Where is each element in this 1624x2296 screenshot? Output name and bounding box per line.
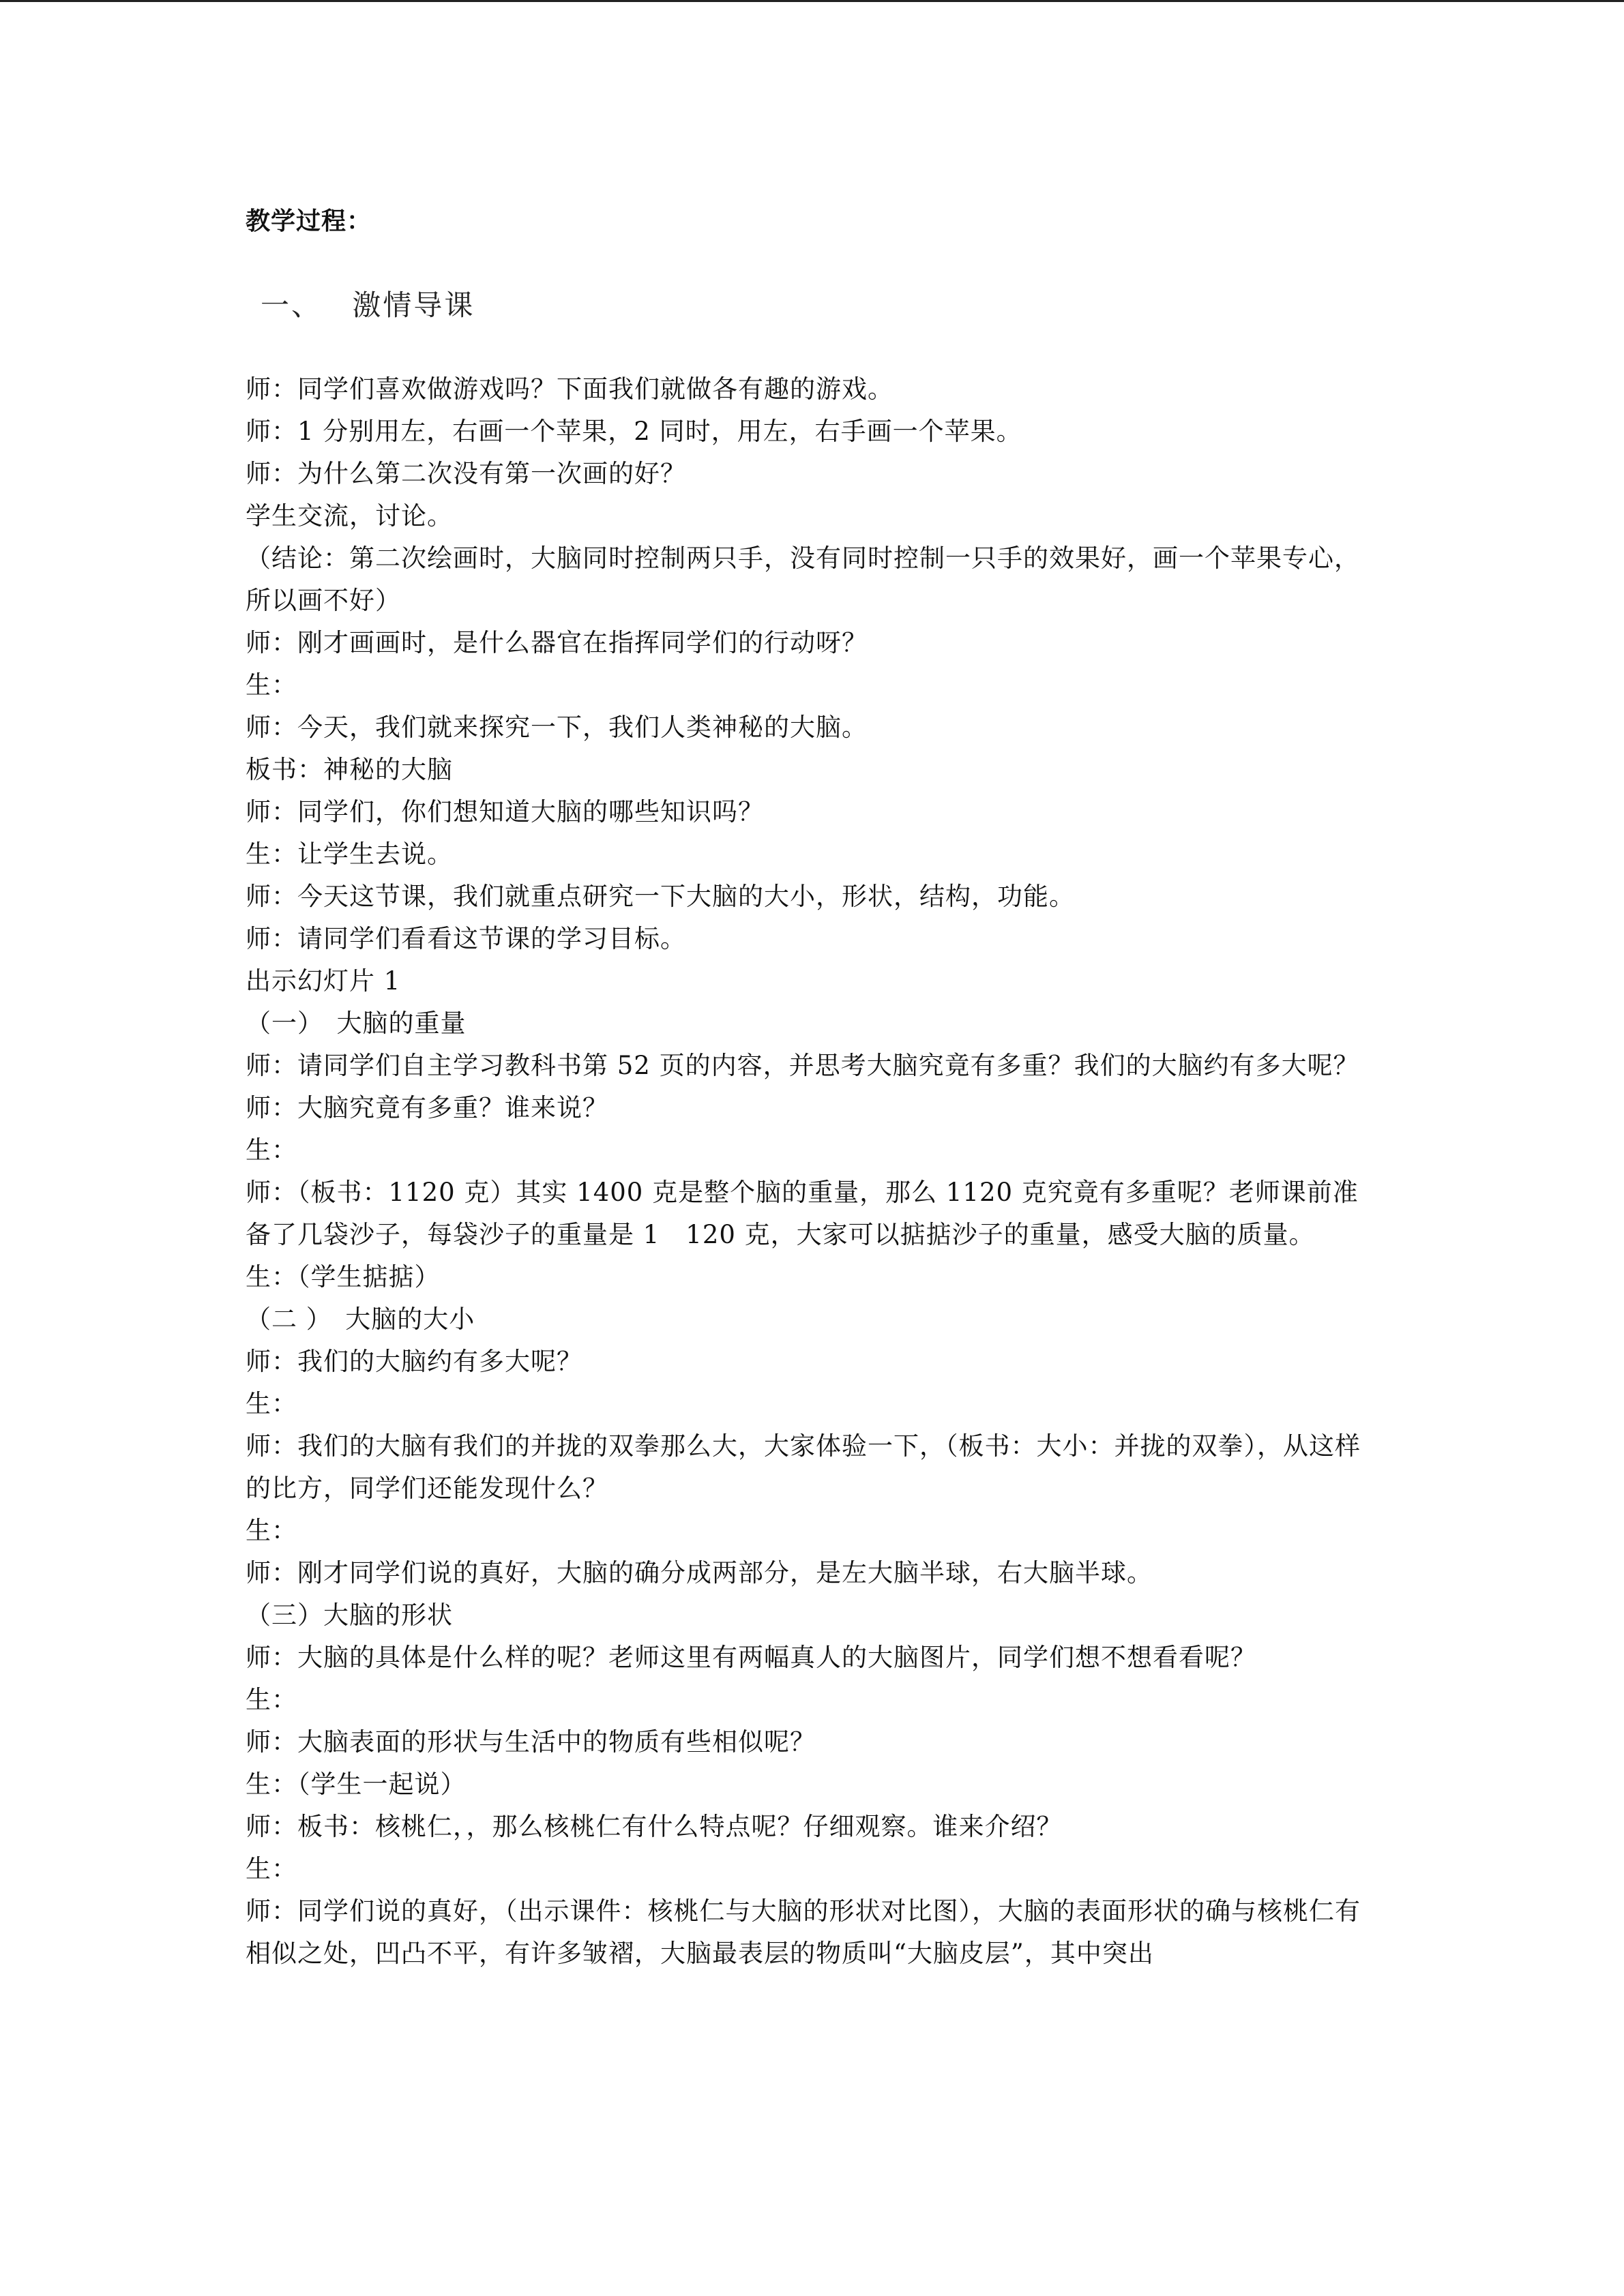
paragraph: 板书：神秘的大脑 [246,755,453,784]
paragraph: 生：让学生去说。 [246,839,453,869]
paragraph: （结论：第二次绘画时，大脑同时控制两只手，没有同时控制一只手的效果好，画一个苹果专心，所以画不好） [246,543,1360,615]
paragraph: 师：同学们，你们想知道大脑的哪些知识吗？ [246,797,764,826]
page-top-border [0,0,1624,2]
paragraph: 师：同学们喜欢做游戏吗？下面我们就做各有趣的游戏。 [246,374,894,404]
paragraph: 师：我们的大脑约有多大呢？ [246,1347,582,1376]
paragraph: 生：（学生掂掂） [246,1262,441,1292]
paragraph: 生： [246,1685,297,1714]
subsection-heading: （一） 大脑的重量 [246,1009,467,1038]
paragraph: 师：为什么第二次没有第一次画的好？ [246,459,686,488]
section-heading [261,286,1378,325]
paragraph: 生： [246,1516,297,1545]
paragraph: 师：大脑究竟有多重？谁来说？ [246,1093,608,1122]
paragraph: 生： [246,1389,297,1418]
paragraph: 出示幻灯片 1 [246,966,401,996]
paragraph: 生：（学生一起说） [246,1770,467,1799]
subsection-heading: （二 ） 大脑的大小 [246,1304,475,1334]
lesson-body [246,368,1378,1975]
paragraph: 师：刚才画画时，是什么器官在指挥同学们的行动呀？ [246,628,868,657]
paragraph: 师：请同学们看看这节课的学习目标。 [246,924,686,953]
document-page [246,205,1378,1975]
paragraph: 师：大脑表面的形状与生活中的物质有些相似呢？ [246,1727,816,1757]
paragraph: 师：请同学们自主学习教科书第 52 页的内容，并思考大脑究竟有多重？我们的大脑约有多大呢？ [246,1051,1359,1080]
paragraph: 师：今天，我们就来探究一下，我们人类神秘的大脑。 [246,713,868,742]
paragraph: 师：刚才同学们说的真好，大脑的确分成两部分，是左大脑半球，右大脑半球。 [246,1558,1153,1587]
paragraph: 师：今天这节课，我们就重点研究一下大脑的大小，形状，结构，功能。 [246,882,1075,911]
page-heading: 教学过程： [246,207,372,235]
paragraph: 师：我们的大脑有我们的并拢的双拳那么大，大家体验一下，（板书：大小：并拢的双拳），从这样的比方，同学们还能发现什么？ [246,1431,1361,1503]
paragraph: 生： [246,1135,297,1165]
paragraph: 师：板书：核桃仁，，那么核桃仁有什么特点呢？仔细观察。谁来介绍？ [246,1812,1063,1841]
paragraph: 师：1 分别用左，右画一个苹果，2 同时，用左，右手画一个苹果。 [246,417,1022,446]
section-number: 一、 [261,288,323,322]
subsection-heading: （三）大脑的形状 [246,1600,453,1630]
section-title: 激情导课 [352,288,475,322]
paragraph: 生： [246,1854,297,1883]
paragraph: 师：（板书：1120 克）其实 1400 克是整个脑的重量，那么 1120 克究竟有多重呢？老师课前准备了几袋沙子，每袋沙子的重量是 1 120 克，大家可以掂掂沙子的重量，感受大脑的质量。 [246,1178,1359,1249]
paragraph: 师：同学们说的真好，（出示课件：核桃仁与大脑的形状对比图），大脑的表面形状的确与核桃仁有相似之处，凹凸不平，有许多皱褶，大脑最表层的物质叫“大脑皮层”，其中突出 [246,1896,1361,1968]
paragraph: 生： [246,670,297,700]
paragraph: 学生交流，讨论。 [246,501,453,531]
paragraph: 师：大脑的具体是什么样的呢？老师这里有两幅真人的大脑图片，同学们想不想看看呢？ [246,1643,1256,1672]
